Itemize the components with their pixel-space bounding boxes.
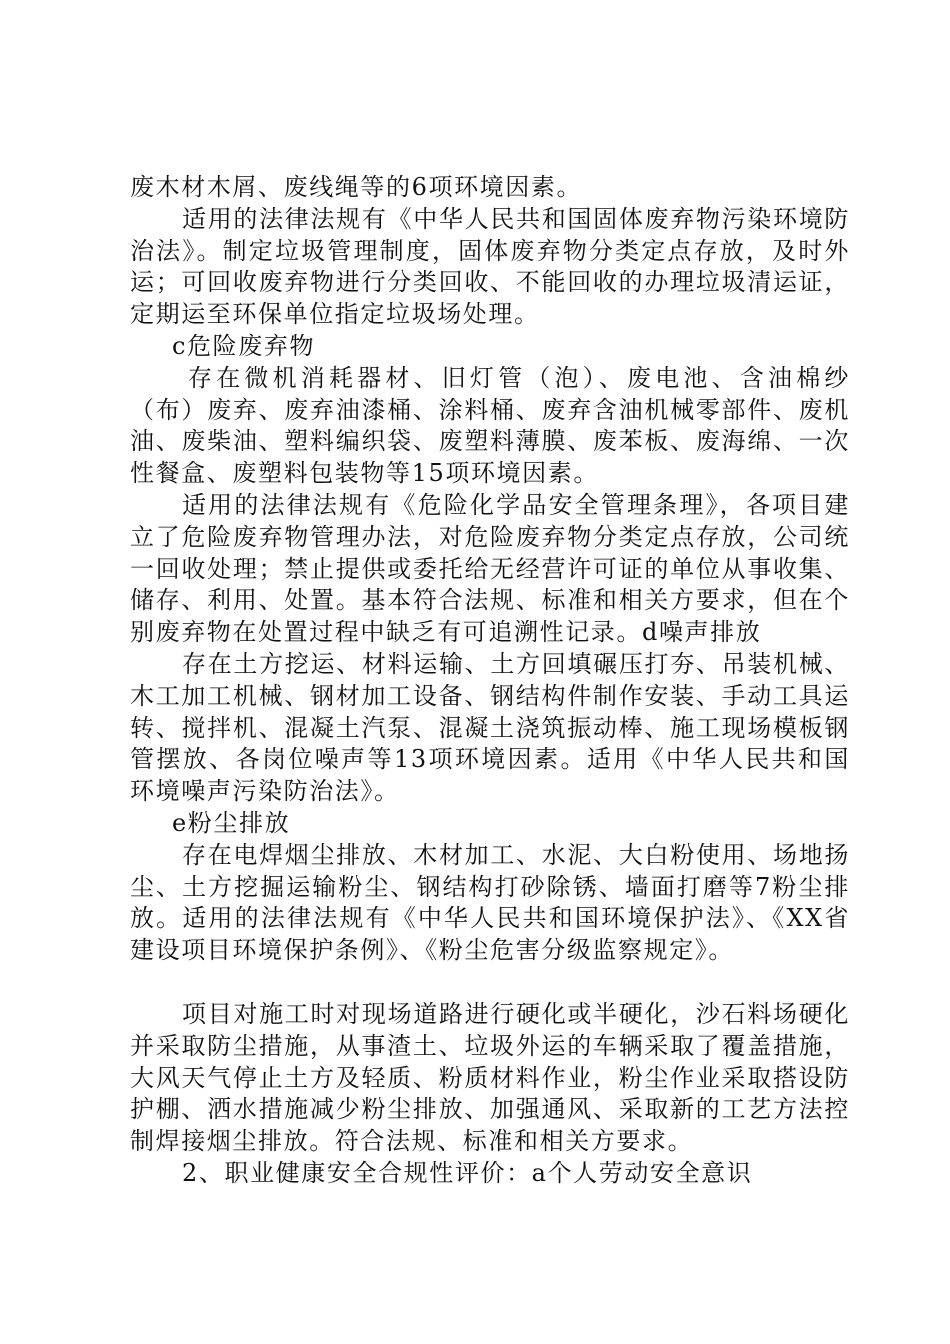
paragraph-noise-factors: 存在土方挖运、材料运输、土方回填碾压打夯、吊装机械、木工加工机械、钢材加工设备、钢结构件制作安装、手动工具运转、搅拌机、混凝土汽泵、混凝土浇筑振动棒、施工现场模板钢管摆放、各岗位噪声等13项环境因素。适用《中华人民共和国环境噪声污染防治法》。 xyxy=(130,649,850,806)
paragraph-dust-factors: 存在电焊烟尘排放、木材加工、水泥、大白粉使用、场地扬尘、土方挖掘运输粉尘、钢结构打砂除锈、墙面打磨等7粉尘排放。适用的法律法规有《中华人民共和国环境保护法》、《XX省建设项目环境保护条例》、《粉尘危害分级监察规定》。 xyxy=(130,840,850,965)
paragraph-dust-measures: 项目对施工时对现场道路进行硬化或半硬化，沙石料场硬化并采取防尘措施，从事渣土、垃圾外运的车辆采取了覆盖措施，大风天气停止土方及轻质、粉质材料作业，粉尘作业采取搭设防护棚、洒水措施减少粉尘排放、加强通风、采取新的工艺方法控制焊接烟尘排放。符合法规、标准和相关方要求。 xyxy=(130,999,850,1156)
paragraph-hazardous-waste-law: 适用的法律法规有《危险化学品安全管理条理》，各项目建立了危险废弃物管理办法，对危险废弃物分类定点存放，公司统一回收处理；禁止提供或委托给无经营许可证的单位从事收集、储存、利用、处置。基本符合法规、标准和相关方要求，但在个别废弃物在处置过程中缺乏有可追溯性记录。d噪声排放 xyxy=(130,490,850,647)
paragraph-hazardous-waste-factors: 存在微机消耗器材、旧灯管（泡）、废电池、含油棉纱（布）废弃、废弃油漆桶、涂料桶、废弃含油机械零部件、废机油、废柴油、塑料编织袋、废塑料薄膜、废苯板、废海绵、一次性餐盒、废塑料包装物等15项环境因素。 xyxy=(130,363,850,488)
document-body xyxy=(130,172,850,1190)
heading-hazardous-waste: c危险废弃物 xyxy=(172,331,316,360)
paragraph-spacer xyxy=(130,967,850,999)
heading-dust-emission: e粉尘排放 xyxy=(172,808,291,837)
paragraph-solid-waste-law: 适用的法律法规有《中华人民共和国固体废弃物污染环境防治法》。制定垃圾管理制度，固体废弃物分类定点存放，及时外运；可回收废弃物进行分类回收、不能回收的办理垃圾清运证，定期运至环保单位指定垃圾场处理。 xyxy=(130,204,850,329)
paragraph-solid-waste-tail: 废木材木屑、废线绳等的6项环境因素。 xyxy=(130,173,583,201)
heading-occupational-safety: 2、职业健康安全合规性评价：a个人劳动安全意识 xyxy=(182,1158,753,1187)
